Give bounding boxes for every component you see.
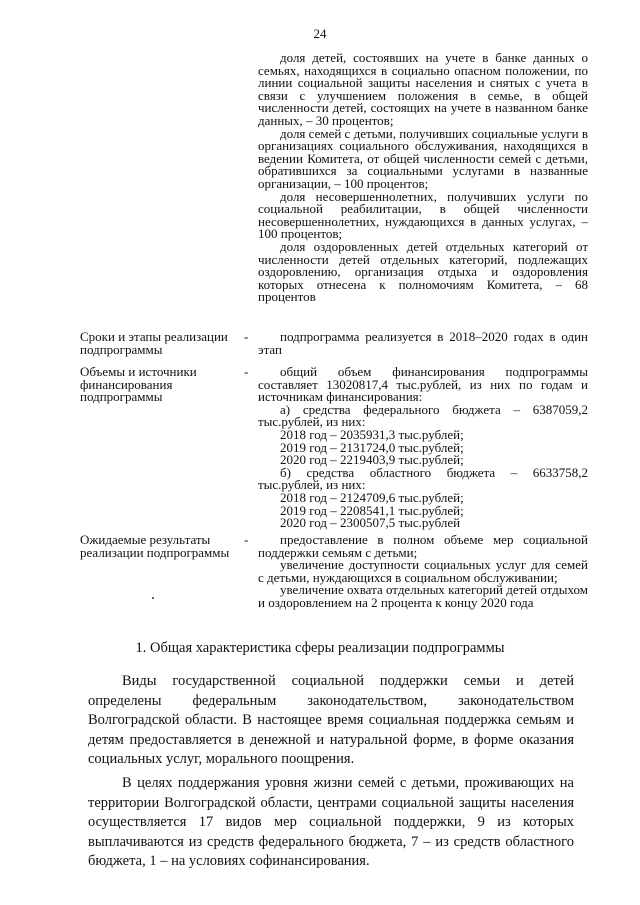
row-label: Сроки и этапы реализации подпрограммы [80, 329, 228, 357]
indicator-text: доля оздоровленных детей отдельных категорий от численности детей отдельных категорий, подлежащих оздоровлению, организация отдыха и оздоровления которых отнесена к полномочиям Комитета, – 68 процентов [258, 238, 588, 305]
section-heading: 1. Общая характеристика сферы реализации подпрограммы [135, 640, 505, 656]
funding-year: 2018 год – 2124709,6 тыс.рублей; [280, 489, 464, 505]
row-dash: - [244, 532, 249, 547]
row-value [258, 366, 588, 530]
row-label: Ожидаемые результаты реализации подпрограммы [80, 532, 230, 560]
result-item: увеличение охвата отдельных категорий детей отдыхом и оздоровлением на 2 процента к концу 2020 года [258, 582, 588, 610]
page-number: 24 [313, 26, 327, 41]
result-item: увеличение доступности социальных услуг для семей с детьми, нуждающихся в социальном обслуживании; [258, 557, 588, 585]
row-value [258, 534, 588, 610]
row-dash: - [244, 329, 249, 344]
row-label: Объемы и источники финансирования подпрограммы [80, 364, 197, 405]
funding-regional: б) средства областного бюджета – 6633758,2 тыс.рублей, из них: [258, 464, 588, 493]
funding-year: 2018 год – 2035931,3 тыс.рублей; [280, 426, 464, 442]
funding-intro: общий объем финансирования подпрограммы составляет 13020817,4 тыс.рублей, из них по годам и источникам финансирования: [258, 364, 588, 405]
stray-dot [152, 597, 154, 599]
continued-indicators [258, 52, 588, 304]
funding-federal: а) средства федерального бюджета – 6387059,2 тыс.рублей, из них: [258, 401, 588, 430]
funding-year: 2019 год – 2131724,0 тыс.рублей; [280, 439, 464, 455]
paragraph: Виды государственной социальной поддержки семьи и детей определены федеральным законодательством, законодательством Волгоградской области. В настоящее время социальная поддержка семьям и детям предоставляется в денежной и натуральной форме, в форме оказания социальных услуг, морального поощрения. [88, 673, 574, 768]
funding-year: 2019 год – 2208541,1 тыс.рублей; [280, 502, 464, 518]
result-item: предоставление в полном объеме мер социальной поддержки семьям с детьми; [258, 532, 588, 560]
paragraph: В целях поддержания уровня жизни семей с детьми, проживающих на территории Волгоградской области, центрами социальной защиты населения осуществляется 17 видов мер социальной поддержки, 9 из которых выплачиваются из средств федерального бюджета, 7 – из средств областного бюджета, 1 – на условиях софинансирования. [88, 774, 574, 870]
timing-text: подпрограмма реализуется в 2018–2020 годах в один этап [258, 329, 588, 357]
body-paragraphs [88, 672, 574, 872]
funding-year: 2020 год – 2300507,5 тыс.рублей [280, 515, 461, 531]
indicator-text: доля несовершеннолетних, получивших услуги по социальной реабилитации, в общей численности несовершеннолетних, нуждающихся в данных услугах, – 100 процентов; [258, 188, 588, 242]
indicator-text: доля детей, состоявших на учете в банке данных о семьях, находящихся в социально опасном положении, по линии социальной защиты населения и снятых с учета в связи с улучшением положения в семье, в общей численности детей, состоящих на учете в названном банке данных, – 30 процентов; [258, 50, 588, 128]
indicator-text: доля семей с детьми, получивших социальные услуги в организациях социального обслуживания, находящихся в ведении Комитета, от общей численности семей с детьми, обратившихся за социальными услугами в названные организации, – 100 процентов; [258, 125, 589, 191]
funding-year: 2020 год – 2219403,9 тыс.рублей; [280, 452, 464, 468]
row-dash: - [244, 364, 249, 379]
row-value [258, 331, 588, 356]
